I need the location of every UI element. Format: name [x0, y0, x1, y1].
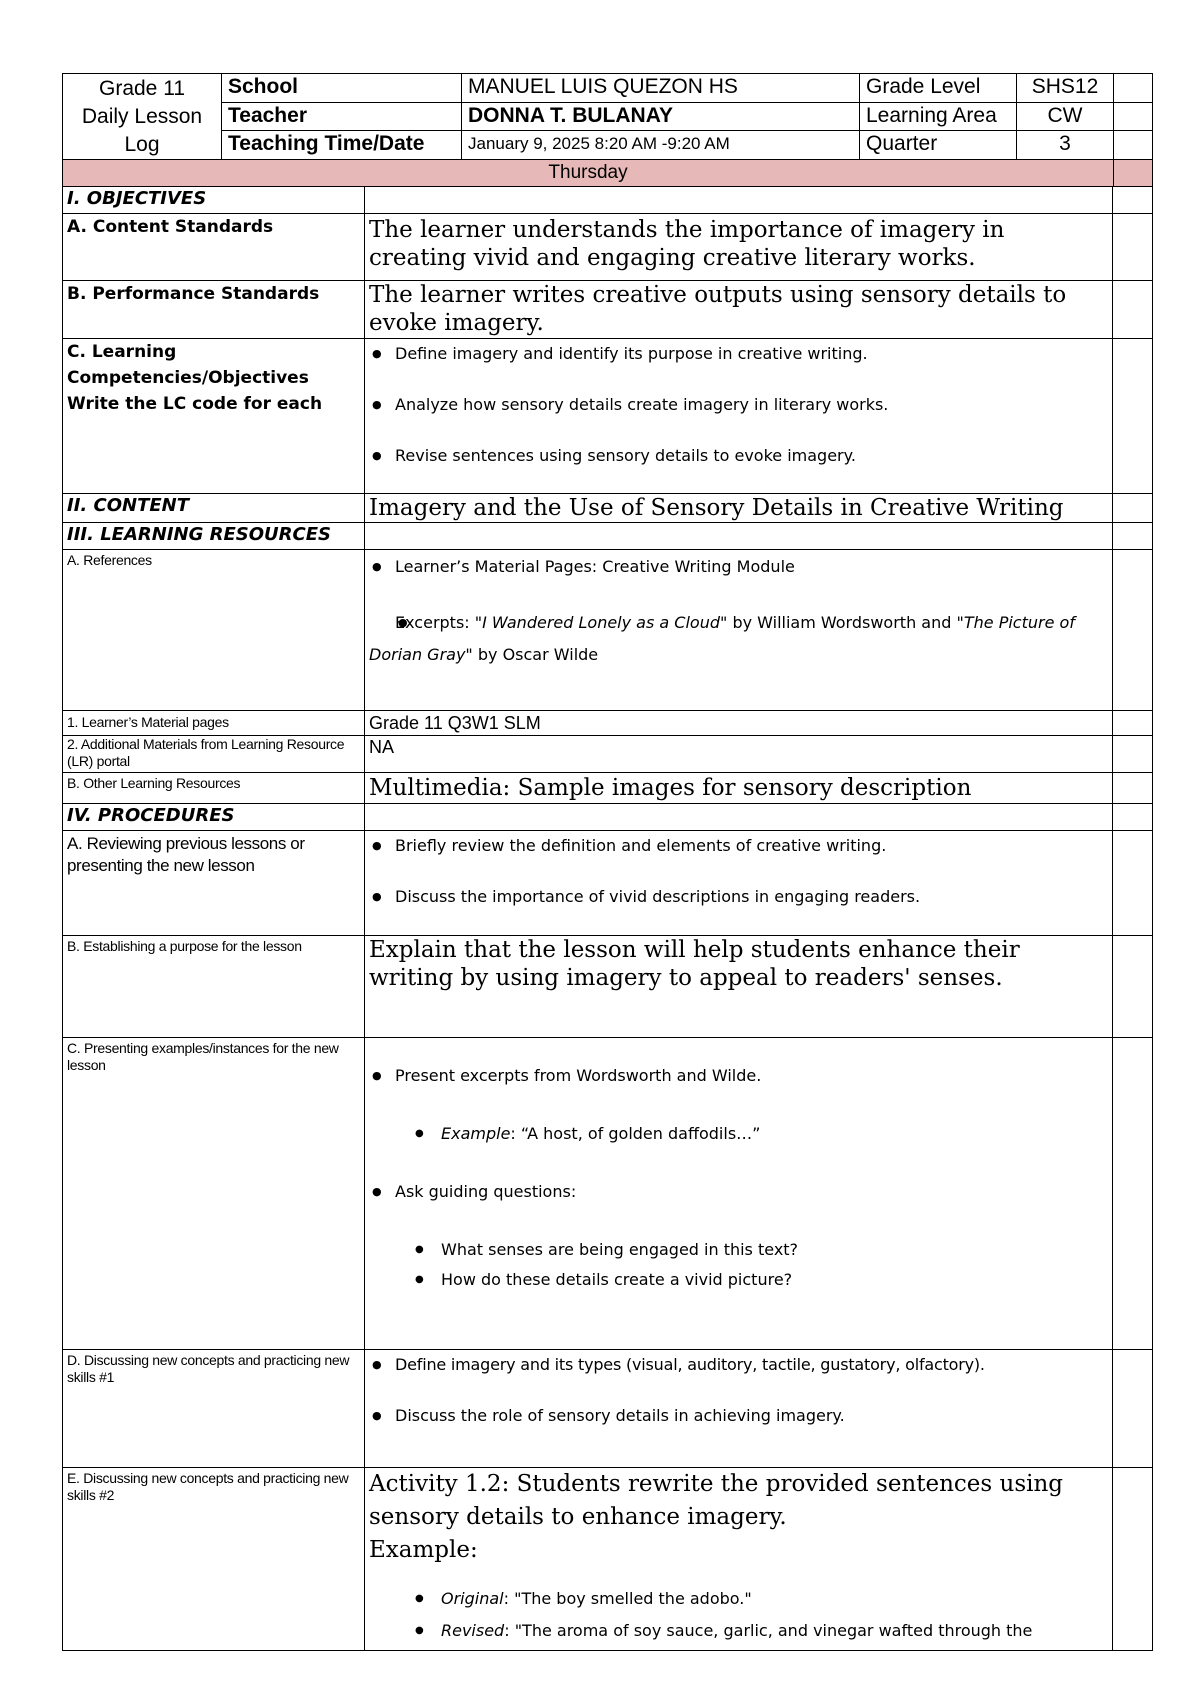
header-edge-cell — [1114, 103, 1153, 131]
procedure-d-item: ● Define imagery and its types (visual, auditory, tactile, gustatory, olfactory). — [369, 1354, 1108, 1376]
body-edge-cell — [1113, 804, 1153, 831]
reference-item: ● Learner’s Material Pages: Creative Writing Module — [369, 556, 1108, 578]
teacher-label: Teacher — [222, 103, 462, 131]
procedure-a-item: ● Briefly review the definition and elements of creative writing. — [369, 835, 1108, 857]
performance-standards-value: The learner writes creative outputs using sensory details to evoke imagery. — [365, 281, 1113, 339]
competencies-label-line-2: Competencies/Objectives — [67, 368, 309, 388]
procedure-b-value: Explain that the lesson will help students enhance their writing by using imagery to appeal to readers' senses. — [365, 936, 1113, 1038]
competencies-list — [365, 339, 1113, 494]
objectives-heading: I. OBJECTIVES — [63, 187, 365, 214]
body-edge-cell — [1113, 281, 1153, 339]
reference-item — [369, 607, 1108, 671]
header-table — [62, 73, 1153, 187]
content-heading: II. CONTENT — [63, 494, 365, 523]
competencies-label-line-3: Write the LC code for each — [67, 394, 323, 414]
body-edge-cell — [1113, 1350, 1153, 1468]
procedures-heading-blank — [365, 804, 1113, 831]
body-edge-cell — [1113, 936, 1153, 1038]
procedure-a-list — [365, 831, 1113, 936]
learning-area-value: CW — [1017, 103, 1114, 131]
activity-original — [369, 1588, 1108, 1610]
procedure-c-item: ● Ask guiding questions: — [369, 1181, 1108, 1203]
teaching-time-value: January 9, 2025 8:20 AM -9:20 AM — [462, 131, 860, 160]
revised-label: Revised — [441, 1621, 505, 1640]
procedure-c-list — [365, 1038, 1113, 1350]
body-edge-cell — [1113, 550, 1153, 711]
revised-text: : "The aroma of soy sauce, garlic, and vinegar wafted through the — [504, 1621, 1033, 1640]
references-list — [365, 550, 1113, 711]
header-edge-cell — [1114, 74, 1153, 103]
competency-item: ● Define imagery and identify its purpose in creative writing. — [369, 343, 1108, 365]
school-value: MANUEL LUIS QUEZON HS — [462, 74, 860, 103]
procedure-d-item: ● Discuss the role of sensory details in achieving imagery. — [369, 1405, 1108, 1427]
additional-materials-value: NA — [365, 736, 1113, 773]
lm-pages-label: 1. Learner’s Material pages — [63, 711, 365, 736]
content-value: Imagery and the Use of Sensory Details in Creative Writing — [365, 494, 1113, 523]
teaching-time-label: Teaching Time/Date — [222, 131, 462, 160]
body-edge-cell — [1113, 736, 1153, 773]
body-edge-cell — [1113, 831, 1153, 936]
guiding-question: ● How do these details create a vivid picture? — [369, 1269, 1108, 1291]
reference-mid: by William Wordsworth and — [727, 613, 957, 632]
procedure-a-label: A. Reviewing previous lessons or presenting the new lesson — [63, 831, 365, 936]
competencies-label-line-1: C. Learning — [67, 342, 177, 362]
procedure-d-list — [365, 1350, 1113, 1468]
activity-example-heading: Example: — [369, 1537, 478, 1563]
resources-heading: III. LEARNING RESOURCES — [63, 523, 365, 550]
day-banner: Thursday — [63, 160, 1114, 187]
procedure-e-label: E. Discussing new concepts and practicing new skills #2 — [63, 1468, 365, 1651]
teacher-value: DONNA T. BULANAY — [462, 103, 860, 131]
quarter-label: Quarter — [860, 131, 1017, 160]
procedures-heading: IV. PROCEDURES — [63, 804, 365, 831]
body-edge-cell — [1113, 494, 1153, 523]
guiding-question: ● What senses are being engaged in this text? — [369, 1239, 1108, 1261]
reference-suffix: by Oscar Wilde — [472, 645, 599, 664]
body-edge-cell — [1113, 1038, 1153, 1350]
competency-item: ● Analyze how sensory details create imagery in literary works. — [369, 394, 1108, 416]
reference-title-wilde: "The Picture of Dorian Gray" — [369, 613, 1075, 664]
grade-level-value: SHS12 — [1017, 74, 1114, 103]
activity-revised — [369, 1620, 1108, 1642]
lm-pages-value: Grade 11 Q3W1 SLM — [365, 711, 1113, 736]
dll-title-line-3: Log — [124, 133, 160, 156]
other-resources-value: Multimedia: Sample images for sensory description — [365, 773, 1113, 804]
grade-level-label: Grade Level — [860, 74, 1017, 103]
header-edge-cell — [1114, 131, 1153, 160]
procedure-d-label: D. Discussing new concepts and practicing new skills #1 — [63, 1350, 365, 1468]
dll-title — [63, 74, 222, 160]
body-edge-cell — [1113, 187, 1153, 214]
dll-title-line-2: Daily Lesson — [81, 105, 203, 128]
competencies-label — [63, 339, 365, 494]
content-standards-label: A. Content Standards — [63, 214, 365, 281]
quarter-value: 3 — [1017, 131, 1114, 160]
objectives-heading-blank — [365, 187, 1113, 214]
resources-heading-blank — [365, 523, 1113, 550]
body-edge-cell — [1113, 1468, 1153, 1651]
header-edge-cell — [1114, 160, 1153, 187]
procedure-b-label: B. Establishing a purpose for the lesson — [63, 936, 365, 1038]
body-edge-cell — [1113, 523, 1153, 550]
procedure-c-item: ● Present excerpts from Wordsworth and Wilde. — [369, 1065, 1108, 1087]
original-label: Original — [441, 1589, 504, 1608]
procedure-c-example — [369, 1123, 1108, 1145]
body-edge-cell — [1113, 711, 1153, 736]
body-edge-cell — [1113, 214, 1153, 281]
performance-standards-label: B. Performance Standards — [63, 281, 365, 339]
activity-intro: Activity 1.2: Students rewrite the provided sentences using sensory details to enhance imagery. — [369, 1471, 1064, 1530]
dll-title-line-1: Grade 11 — [99, 77, 185, 100]
other-resources-label: B. Other Learning Resources — [63, 773, 365, 804]
competency-item: ● Revise sentences using sensory details to evoke imagery. — [369, 445, 1108, 467]
lesson-body-table — [62, 186, 1153, 1651]
procedure-e-content — [365, 1468, 1113, 1651]
example-text: : “A host, of golden daffodils…” — [510, 1124, 761, 1143]
references-label: A. References — [63, 550, 365, 711]
body-edge-cell — [1113, 773, 1153, 804]
example-label: Example — [441, 1124, 511, 1143]
procedure-c-label: C. Presenting examples/instances for the new lesson — [63, 1038, 365, 1350]
reference-title-wordsworth: "I Wandered Lonely as a Cloud" — [474, 613, 728, 632]
learning-area-label: Learning Area — [860, 103, 1017, 131]
additional-materials-label: 2. Additional Materials from Learning Resource (LR) portal — [63, 736, 365, 773]
reference-prefix: Excerpts: — [395, 613, 475, 632]
original-text: : "The boy smelled the adobo." — [503, 1589, 752, 1608]
school-label: School — [222, 74, 462, 103]
body-edge-cell — [1113, 339, 1153, 494]
procedure-a-item: ● Discuss the importance of vivid descriptions in engaging readers. — [369, 886, 1108, 908]
content-standards-value: The learner understands the importance of imagery in creating vivid and engaging creative literary works. — [365, 214, 1113, 281]
